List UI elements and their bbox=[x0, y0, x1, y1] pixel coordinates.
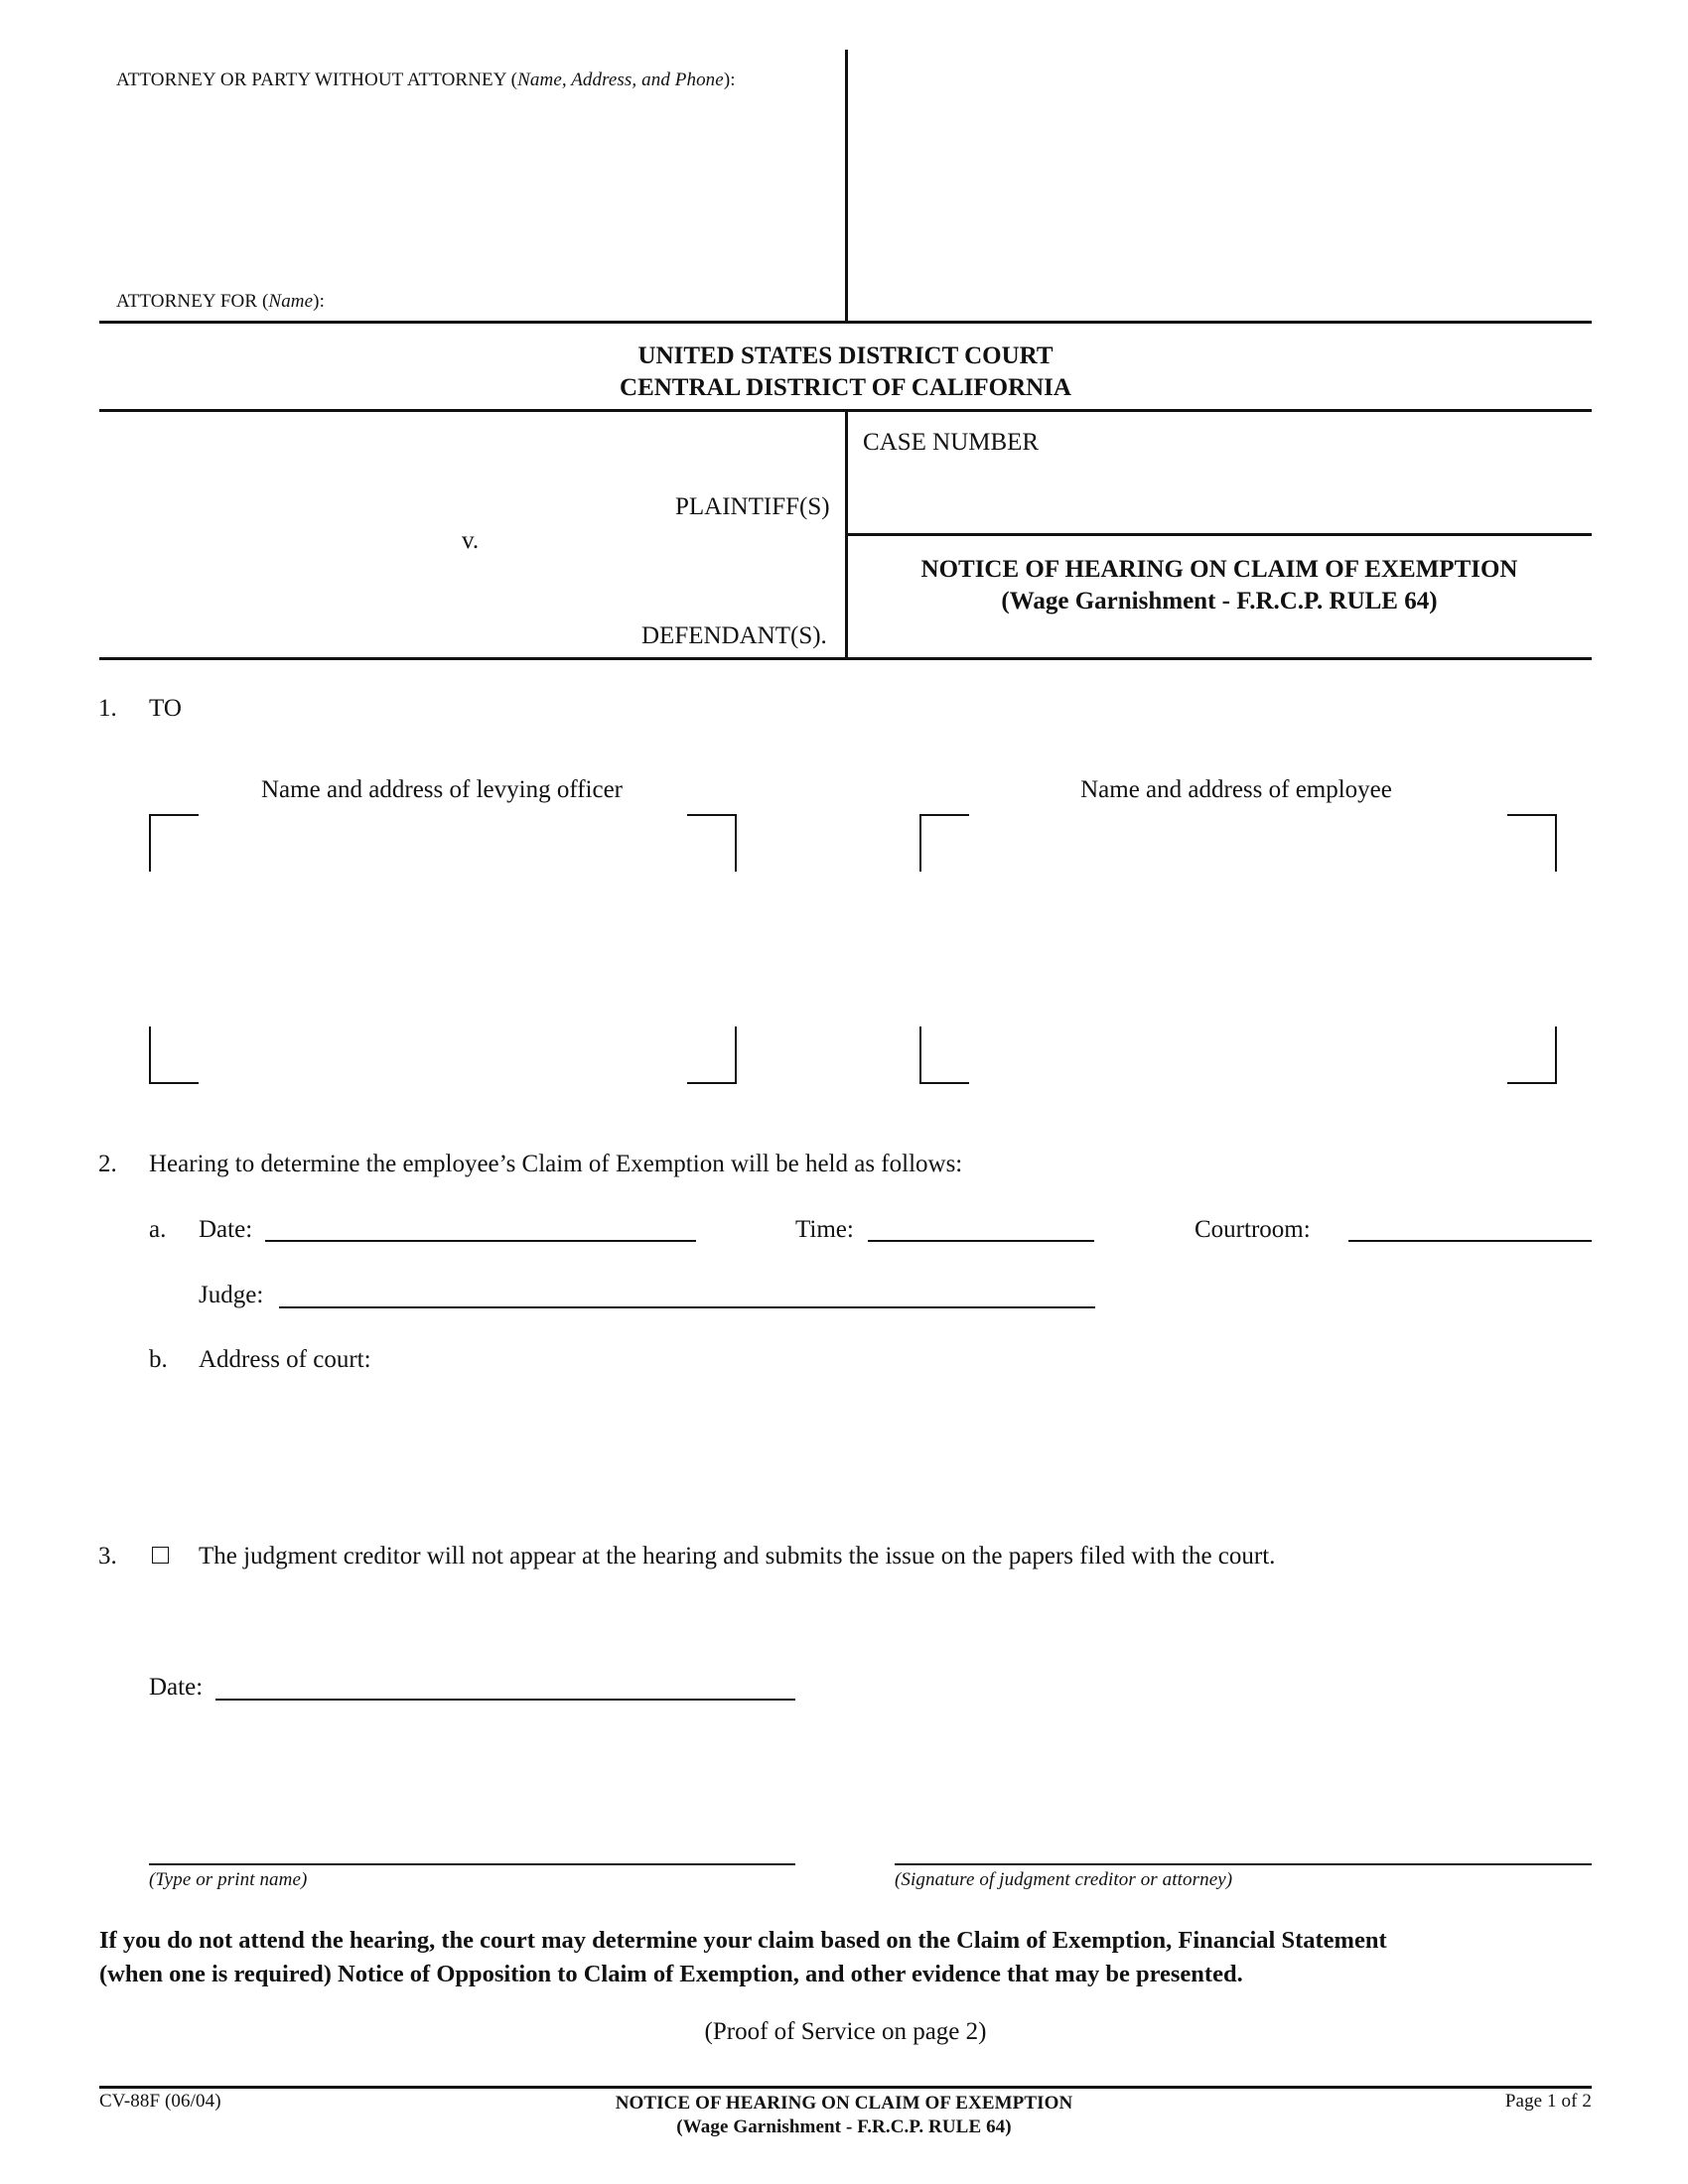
court-address-label: Address of court: bbox=[199, 1346, 371, 1373]
signature-line bbox=[895, 1863, 1592, 1865]
levying-officer-address-field[interactable] bbox=[149, 814, 739, 1082]
item-2a-letter: a. bbox=[149, 1216, 167, 1243]
default-warning: If you do not attend the hearing, the court may determine your claim based on the Claim of Exemption, Financial Statement (when one is required) Notice of Opposition to Claim of Exemption, and other evidence that may be presented. bbox=[99, 1927, 1387, 1987]
rule bbox=[847, 533, 1592, 536]
defendant-label: DEFENDANT(S). bbox=[641, 622, 827, 649]
proof-of-service-note: (Proof of Service on page 2) bbox=[704, 2018, 987, 2045]
print-name-line bbox=[149, 1863, 795, 1865]
corner-mark bbox=[687, 814, 737, 872]
clerk-stamp-area bbox=[856, 55, 1581, 315]
signature-date-field[interactable] bbox=[215, 1669, 795, 1699]
signature-caption: (Signature of judgment creditor or attorney) bbox=[895, 1869, 1233, 1890]
to-label: TO bbox=[149, 695, 182, 722]
corner-mark bbox=[919, 814, 969, 872]
judge-field[interactable] bbox=[279, 1278, 1095, 1306]
hearing-date-line bbox=[265, 1240, 696, 1242]
header-divider bbox=[845, 50, 848, 322]
corner-mark bbox=[687, 1026, 737, 1084]
rule bbox=[99, 657, 1592, 660]
page-number: Page 1 of 2 bbox=[1504, 2091, 1592, 2112]
rule bbox=[99, 321, 1592, 324]
attorney-info-field[interactable] bbox=[99, 94, 834, 278]
item-2b-letter: b. bbox=[149, 1346, 168, 1373]
employee-label: Name and address of employee bbox=[1080, 776, 1392, 803]
corner-mark bbox=[919, 1026, 969, 1084]
corner-mark bbox=[149, 1026, 199, 1084]
item-1-number: 1. bbox=[98, 695, 117, 722]
signature-date-line bbox=[215, 1699, 795, 1701]
attorney-for-field[interactable] bbox=[367, 283, 834, 311]
courtroom-label: Courtroom: bbox=[1195, 1216, 1311, 1243]
case-number-field[interactable] bbox=[863, 459, 1578, 528]
hearing-statement: Hearing to determine the employee’s Claim of Exemption will be held as follows: bbox=[149, 1151, 963, 1177]
form-title: NOTICE OF HEARING ON CLAIM OF EXEMPTION (Wage Garnishment - F.R.C.P. RULE 64) bbox=[920, 556, 1518, 614]
hearing-time-label: Time: bbox=[795, 1216, 854, 1243]
judge-label: Judge: bbox=[199, 1282, 264, 1308]
hearing-time-line bbox=[868, 1240, 1094, 1242]
plaintiff-label: PLAINTIFF(S) bbox=[675, 493, 830, 520]
corner-mark bbox=[1507, 1026, 1557, 1084]
print-name-caption: (Type or print name) bbox=[149, 1869, 308, 1890]
item-3-number: 3. bbox=[98, 1543, 117, 1570]
corner-mark bbox=[1507, 814, 1557, 872]
attorney-label: ATTORNEY OR PARTY WITHOUT ATTORNEY (Name, Address, and Phone): bbox=[116, 69, 736, 90]
rule bbox=[99, 2086, 1592, 2089]
signature-field[interactable] bbox=[895, 1827, 1592, 1863]
court-address-field[interactable] bbox=[199, 1382, 1589, 1511]
hearing-date-label: Date: bbox=[199, 1216, 253, 1243]
employee-address-field[interactable] bbox=[919, 814, 1555, 1082]
courtroom-field[interactable] bbox=[1348, 1211, 1592, 1240]
courtroom-line bbox=[1348, 1240, 1592, 1242]
footer-title: NOTICE OF HEARING ON CLAIM OF EXEMPTION (Wage Garnishment - F.R.C.P. RULE 64) bbox=[615, 2093, 1073, 2137]
form-id: CV-88F (06/04) bbox=[99, 2091, 221, 2112]
attorney-for-label: ATTORNEY FOR (Name): bbox=[116, 291, 325, 312]
hearing-date-field[interactable] bbox=[265, 1211, 696, 1240]
item-2-number: 2. bbox=[98, 1151, 117, 1177]
judge-line bbox=[279, 1306, 1095, 1308]
levying-officer-label: Name and address of levying officer bbox=[261, 776, 623, 803]
case-number-label: CASE NUMBER bbox=[863, 429, 1040, 456]
no-appearance-checkbox[interactable] bbox=[152, 1547, 169, 1564]
hearing-time-field[interactable] bbox=[868, 1211, 1094, 1240]
corner-mark bbox=[149, 814, 199, 872]
print-name-field[interactable] bbox=[149, 1827, 795, 1863]
no-appearance-statement: The judgment creditor will not appear at the hearing and submits the issue on the papers filed with the court. bbox=[199, 1543, 1276, 1570]
signature-date-label: Date: bbox=[149, 1674, 204, 1701]
court-name: UNITED STATES DISTRICT COURT CENTRAL DISTRICT OF CALIFORNIA bbox=[620, 342, 1071, 401]
versus-label: v. bbox=[462, 527, 480, 554]
